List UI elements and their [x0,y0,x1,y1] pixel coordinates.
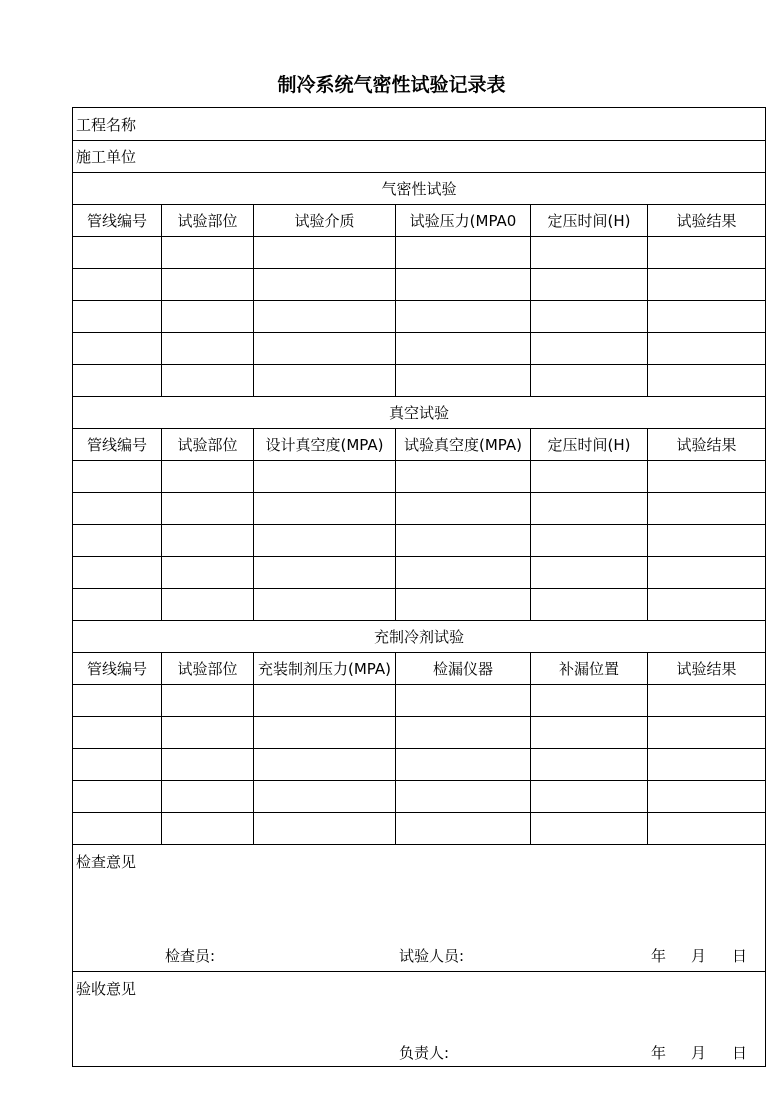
table-cell[interactable] [531,461,648,493]
table-cell[interactable] [396,589,531,621]
table-row [73,717,766,749]
column-header: 试验压力(MPA0 [396,205,531,237]
inspection-row [73,845,766,972]
table-cell[interactable] [73,365,162,397]
table-cell[interactable] [162,813,254,845]
column-header-row [73,205,766,237]
table-cell[interactable] [254,525,396,557]
table-cell[interactable] [648,269,766,301]
inspection-opinion-label: 检查意见 [76,853,137,871]
section-heading-row [73,621,766,653]
section-heading: 充制冷剂试验 [73,621,766,653]
table-cell[interactable] [254,685,396,717]
table-cell[interactable] [73,717,162,749]
table-row [73,525,766,557]
table-cell[interactable] [162,269,254,301]
table-cell[interactable] [254,749,396,781]
table-cell[interactable] [396,237,531,269]
table-cell[interactable] [73,493,162,525]
table-cell[interactable] [254,365,396,397]
table-cell[interactable] [162,301,254,333]
table-cell[interactable] [162,333,254,365]
table-cell[interactable] [531,301,648,333]
column-header: 补漏位置 [531,653,648,685]
table-row [73,237,766,269]
table-cell[interactable] [73,461,162,493]
table-cell[interactable] [73,237,162,269]
table-cell[interactable] [531,365,648,397]
table-cell[interactable] [648,237,766,269]
table-cell[interactable] [396,365,531,397]
table-cell[interactable] [648,589,766,621]
table-row [73,269,766,301]
table-cell[interactable] [531,237,648,269]
table-cell[interactable] [531,813,648,845]
table-cell[interactable] [531,269,648,301]
table-cell[interactable] [254,557,396,589]
table-cell[interactable] [162,365,254,397]
table-cell[interactable] [73,749,162,781]
table-cell[interactable] [531,333,648,365]
date-day-label: 日 [732,1044,748,1062]
table-cell[interactable] [396,749,531,781]
table-cell[interactable] [73,557,162,589]
section-heading-row [73,173,766,205]
table-cell[interactable] [648,557,766,589]
table-cell[interactable] [396,525,531,557]
date-day-label: 日 [732,947,748,965]
table-cell[interactable] [73,685,162,717]
record-table [72,107,766,1067]
table-cell[interactable] [162,589,254,621]
column-header: 试验介质 [254,205,396,237]
table-cell[interactable] [254,461,396,493]
table-cell[interactable] [396,781,531,813]
table-cell[interactable] [531,525,648,557]
table-cell[interactable] [162,557,254,589]
table-cell[interactable] [254,333,396,365]
column-header: 试验结果 [648,205,766,237]
table-cell[interactable] [73,269,162,301]
table-cell[interactable] [396,813,531,845]
column-header-row [73,429,766,461]
column-header: 设计真空度(MPA) [254,429,396,461]
table-row [73,333,766,365]
table-cell[interactable] [531,493,648,525]
table-cell[interactable] [396,269,531,301]
column-header: 试验结果 [648,653,766,685]
table-cell[interactable] [531,589,648,621]
table-cell[interactable] [396,301,531,333]
table-row [73,493,766,525]
table-cell[interactable] [162,461,254,493]
table-cell[interactable] [254,301,396,333]
table-cell[interactable] [254,781,396,813]
acceptance-row [73,972,766,1067]
table-cell[interactable] [648,813,766,845]
construction-unit-row [73,141,766,173]
table-cell[interactable] [162,781,254,813]
date-year-label: 年 [651,947,667,965]
column-header: 试验部位 [162,653,254,685]
table-cell[interactable] [73,589,162,621]
inspector-label: 检查员: [165,947,216,965]
table-cell[interactable] [396,493,531,525]
construction-unit-field[interactable]: 施工单位 [73,141,766,173]
column-header: 试验结果 [648,429,766,461]
table-row [73,461,766,493]
column-header: 检漏仪器 [396,653,531,685]
table-cell[interactable] [648,749,766,781]
table-row [73,781,766,813]
table-cell[interactable] [73,301,162,333]
table-cell[interactable] [73,525,162,557]
column-header: 管线编号 [73,653,162,685]
column-header: 试验真空度(MPA) [396,429,531,461]
table-cell[interactable] [648,301,766,333]
table-cell[interactable] [254,589,396,621]
project-name-field[interactable]: 工程名称 [73,108,766,141]
inspection-opinion-box[interactable] [73,845,766,972]
table-cell[interactable] [162,685,254,717]
column-header: 管线编号 [73,429,162,461]
column-header: 充装制剂压力(MPA) [254,653,396,685]
column-header: 管线编号 [73,205,162,237]
table-cell[interactable] [396,685,531,717]
table-cell[interactable] [648,365,766,397]
table-cell[interactable] [648,493,766,525]
table-cell[interactable] [162,525,254,557]
table-cell[interactable] [73,333,162,365]
column-header: 试验部位 [162,205,254,237]
page-title: 制冷系统气密性试验记录表 [277,74,506,96]
table-cell[interactable] [648,525,766,557]
date-month-label: 月 [691,1044,707,1062]
table-cell[interactable] [531,781,648,813]
section-heading: 气密性试验 [73,173,766,205]
table-row [73,365,766,397]
table-row [73,685,766,717]
acceptance-opinion-box[interactable] [73,972,766,1067]
table-cell[interactable] [73,813,162,845]
table-cell[interactable] [648,781,766,813]
tester-label: 试验人员: [399,947,465,965]
table-cell[interactable] [531,685,648,717]
table-cell[interactable] [648,461,766,493]
table-cell[interactable] [162,237,254,269]
column-header: 试验部位 [162,429,254,461]
table-cell[interactable] [531,557,648,589]
date-year-label: 年 [651,1044,667,1062]
table-cell[interactable] [531,717,648,749]
table-cell[interactable] [531,749,648,781]
table-cell[interactable] [648,333,766,365]
table-cell[interactable] [254,493,396,525]
acceptance-opinion-label: 验收意见 [76,980,137,998]
date-month-label: 月 [691,947,707,965]
table-cell[interactable] [162,493,254,525]
table-cell[interactable] [396,461,531,493]
section-heading: 真空试验 [73,397,766,429]
table-cell[interactable] [396,333,531,365]
project-name-row [73,108,766,141]
table-cell[interactable] [254,717,396,749]
table-cell[interactable] [254,237,396,269]
table-row [73,749,766,781]
table-row [73,813,766,845]
table-row [73,557,766,589]
table-cell[interactable] [254,813,396,845]
table-cell[interactable] [396,717,531,749]
table-cell[interactable] [73,781,162,813]
table-row [73,301,766,333]
section-heading-row [73,397,766,429]
table-cell[interactable] [162,717,254,749]
table-cell[interactable] [254,269,396,301]
column-header: 定压时间(H) [531,429,648,461]
table-cell[interactable] [396,557,531,589]
table-cell[interactable] [648,685,766,717]
column-header-row [73,653,766,685]
table-cell[interactable] [162,749,254,781]
table-cell[interactable] [648,717,766,749]
table-row [73,589,766,621]
responsible-label: 负责人: [399,1044,450,1062]
column-header: 定压时间(H) [531,205,648,237]
